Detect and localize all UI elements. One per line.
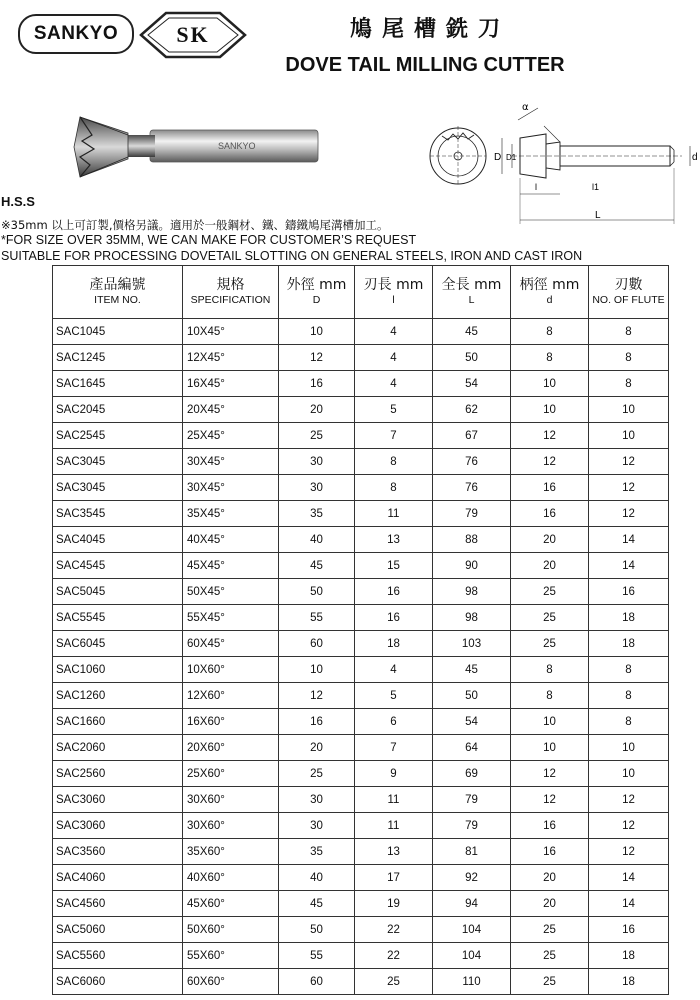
- sk-logo-text: SK: [176, 22, 210, 47]
- cell-item-no: SAC3045: [53, 475, 183, 501]
- table-row: [53, 917, 669, 943]
- cell-cutting-length: 11: [355, 501, 433, 527]
- cell-overall-length: 98: [433, 579, 511, 605]
- cell-cutting-length: 22: [355, 943, 433, 969]
- cell-item-no: SAC6045: [53, 631, 183, 657]
- cell-specification: 60X60°: [183, 969, 279, 995]
- cell-overall-length: 54: [433, 709, 511, 735]
- cell-outer-diameter: 20: [279, 735, 355, 761]
- cell-flutes: 10: [589, 397, 669, 423]
- cell-item-no: SAC4060: [53, 865, 183, 891]
- cell-cutting-length: 7: [355, 423, 433, 449]
- cell-item-no: SAC1245: [53, 345, 183, 371]
- cell-outer-diameter: 45: [279, 553, 355, 579]
- cell-outer-diameter: 60: [279, 631, 355, 657]
- cell-cutting-length: 4: [355, 345, 433, 371]
- cell-specification: 25X60°: [183, 761, 279, 787]
- cell-cutting-length: 16: [355, 605, 433, 631]
- cell-item-no: SAC4045: [53, 527, 183, 553]
- col-header-overall-length: 全長 mm L: [433, 266, 511, 319]
- table-row: [53, 423, 669, 449]
- cell-cutting-length: 7: [355, 735, 433, 761]
- cell-outer-diameter: 10: [279, 657, 355, 683]
- cell-specification: 50X60°: [183, 917, 279, 943]
- cell-flutes: 10: [589, 423, 669, 449]
- spec-table: [52, 265, 669, 995]
- sk-diamond-logo: [138, 10, 248, 60]
- table-row: [53, 709, 669, 735]
- cell-flutes: 12: [589, 449, 669, 475]
- cell-flutes: 10: [589, 735, 669, 761]
- cell-shank-diameter: 10: [511, 709, 589, 735]
- cell-overall-length: 81: [433, 839, 511, 865]
- table-row: [53, 475, 669, 501]
- cell-shank-diameter: 20: [511, 891, 589, 917]
- cell-item-no: SAC1660: [53, 709, 183, 735]
- cell-shank-diameter: 12: [511, 423, 589, 449]
- cell-shank-diameter: 25: [511, 579, 589, 605]
- cell-outer-diameter: 30: [279, 475, 355, 501]
- table-row: [53, 345, 669, 371]
- cell-item-no: SAC5545: [53, 605, 183, 631]
- cell-shank-diameter: 8: [511, 345, 589, 371]
- cell-shank-diameter: 16: [511, 813, 589, 839]
- cell-item-no: SAC2560: [53, 761, 183, 787]
- cell-item-no: SAC3560: [53, 839, 183, 865]
- cell-flutes: 14: [589, 891, 669, 917]
- page-title-en: DOVE TAIL MILLING CUTTER: [285, 54, 565, 76]
- cell-outer-diameter: 40: [279, 865, 355, 891]
- cell-shank-diameter: 20: [511, 865, 589, 891]
- cell-outer-diameter: 50: [279, 917, 355, 943]
- cell-specification: 45X45°: [183, 553, 279, 579]
- cell-overall-length: 76: [433, 449, 511, 475]
- page-title-cn: 鳩尾槽銑刀: [349, 16, 510, 42]
- dim-D1-label: D1: [506, 153, 517, 162]
- cell-item-no: SAC5060: [53, 917, 183, 943]
- cell-specification: 20X45°: [183, 397, 279, 423]
- cell-cutting-length: 6: [355, 709, 433, 735]
- table-row: [53, 579, 669, 605]
- table-row: [53, 865, 669, 891]
- cell-outer-diameter: 55: [279, 605, 355, 631]
- table-row: [53, 397, 669, 423]
- table-row: [53, 605, 669, 631]
- table-row: [53, 683, 669, 709]
- cell-flutes: 12: [589, 839, 669, 865]
- cell-specification: 50X45°: [183, 579, 279, 605]
- cell-item-no: SAC1045: [53, 319, 183, 345]
- cell-flutes: 8: [589, 371, 669, 397]
- cell-shank-diameter: 20: [511, 527, 589, 553]
- cell-item-no: SAC2545: [53, 423, 183, 449]
- cell-cutting-length: 9: [355, 761, 433, 787]
- cell-flutes: 16: [589, 579, 669, 605]
- cell-flutes: 8: [589, 683, 669, 709]
- cell-cutting-length: 16: [355, 579, 433, 605]
- cell-overall-length: 110: [433, 969, 511, 995]
- cell-specification: 55X45°: [183, 605, 279, 631]
- cell-overall-length: 92: [433, 865, 511, 891]
- cell-shank-diameter: 25: [511, 917, 589, 943]
- cell-outer-diameter: 10: [279, 319, 355, 345]
- note-en-custom-size: *FOR SIZE OVER 35MM, WE CAN MAKE FOR CUSTOMER’S REQUEST: [1, 233, 417, 247]
- cell-flutes: 18: [589, 943, 669, 969]
- cell-flutes: 12: [589, 813, 669, 839]
- cell-outer-diameter: 30: [279, 787, 355, 813]
- table-row: [53, 969, 669, 995]
- cell-overall-length: 67: [433, 423, 511, 449]
- table-row: [53, 735, 669, 761]
- cell-cutting-length: 17: [355, 865, 433, 891]
- cell-specification: 30X60°: [183, 813, 279, 839]
- table-row: [53, 761, 669, 787]
- cell-item-no: SAC5045: [53, 579, 183, 605]
- note-cn: ※35mm 以上可訂製,價格另議。適用於一般鋼材、鐵、鑄鐵鳩尾溝槽加工。: [1, 218, 389, 232]
- cell-overall-length: 104: [433, 917, 511, 943]
- cell-item-no: SAC3060: [53, 787, 183, 813]
- cell-specification: 45X60°: [183, 891, 279, 917]
- dim-L-label: L: [595, 210, 601, 221]
- table-row: [53, 527, 669, 553]
- cell-flutes: 12: [589, 501, 669, 527]
- cell-specification: 25X45°: [183, 423, 279, 449]
- cell-specification: 16X45°: [183, 371, 279, 397]
- cell-specification: 55X60°: [183, 943, 279, 969]
- cell-cutting-length: 22: [355, 917, 433, 943]
- cell-shank-diameter: 25: [511, 631, 589, 657]
- cell-shank-diameter: 8: [511, 657, 589, 683]
- cell-outer-diameter: 55: [279, 943, 355, 969]
- cell-specification: 30X45°: [183, 449, 279, 475]
- cell-overall-length: 104: [433, 943, 511, 969]
- cell-outer-diameter: 30: [279, 449, 355, 475]
- cell-flutes: 16: [589, 917, 669, 943]
- dim-D-label: D: [494, 152, 502, 163]
- spec-table-body: [53, 319, 669, 995]
- cell-overall-length: 88: [433, 527, 511, 553]
- cell-flutes: 12: [589, 787, 669, 813]
- cell-flutes: 8: [589, 345, 669, 371]
- cell-shank-diameter: 16: [511, 501, 589, 527]
- cell-item-no: SAC3060: [53, 813, 183, 839]
- cell-cutting-length: 8: [355, 449, 433, 475]
- material-label: H.S.S: [1, 194, 35, 209]
- table-row: [53, 943, 669, 969]
- col-header-shank-diameter: 柄徑 mm d: [511, 266, 589, 319]
- cell-item-no: SAC2060: [53, 735, 183, 761]
- cell-outer-diameter: 16: [279, 371, 355, 397]
- cell-flutes: 18: [589, 605, 669, 631]
- cell-item-no: SAC6060: [53, 969, 183, 995]
- cell-specification: 30X60°: [183, 787, 279, 813]
- sankyo-brand-logo: SANKYO: [18, 14, 134, 54]
- cell-cutting-length: 13: [355, 839, 433, 865]
- cell-shank-diameter: 8: [511, 683, 589, 709]
- cell-shank-diameter: 10: [511, 397, 589, 423]
- cell-shank-diameter: 20: [511, 553, 589, 579]
- col-header-specification: 規格 SPECIFICATION: [183, 266, 279, 319]
- cell-outer-diameter: 16: [279, 709, 355, 735]
- cell-outer-diameter: 45: [279, 891, 355, 917]
- cell-item-no: SAC1260: [53, 683, 183, 709]
- cell-specification: 35X60°: [183, 839, 279, 865]
- cell-specification: 16X60°: [183, 709, 279, 735]
- cell-overall-length: 45: [433, 319, 511, 345]
- cell-shank-diameter: 12: [511, 449, 589, 475]
- cell-specification: 12X45°: [183, 345, 279, 371]
- cell-cutting-length: 11: [355, 813, 433, 839]
- cell-specification: 10X45°: [183, 319, 279, 345]
- table-row: [53, 371, 669, 397]
- cell-flutes: 14: [589, 553, 669, 579]
- table-row: [53, 319, 669, 345]
- col-header-flutes: 刃數 NO. OF FLUTE: [589, 266, 669, 319]
- cell-shank-diameter: 25: [511, 943, 589, 969]
- cell-overall-length: 98: [433, 605, 511, 631]
- cell-specification: 10X60°: [183, 657, 279, 683]
- cell-cutting-length: 13: [355, 527, 433, 553]
- table-row: [53, 631, 669, 657]
- table-row: [53, 839, 669, 865]
- cell-item-no: SAC3545: [53, 501, 183, 527]
- photo-engraving: SANKYO: [218, 141, 256, 151]
- cell-outer-diameter: 60: [279, 969, 355, 995]
- cell-cutting-length: 5: [355, 683, 433, 709]
- cell-flutes: 14: [589, 865, 669, 891]
- dim-d-label: d: [692, 152, 698, 163]
- cell-shank-diameter: 25: [511, 969, 589, 995]
- cell-item-no: SAC4560: [53, 891, 183, 917]
- technical-drawing: [420, 98, 698, 233]
- cell-overall-length: 76: [433, 475, 511, 501]
- note-en-suitable: SUITABLE FOR PROCESSING DOVETAIL SLOTTING ON GENERAL STEELS, IRON AND CAST IRON: [1, 249, 583, 263]
- cell-overall-length: 50: [433, 683, 511, 709]
- cell-specification: 12X60°: [183, 683, 279, 709]
- cell-specification: 60X45°: [183, 631, 279, 657]
- col-header-cutting-length: 刃長 mm l: [355, 266, 433, 319]
- cell-shank-diameter: 12: [511, 761, 589, 787]
- cell-specification: 20X60°: [183, 735, 279, 761]
- col-header-item-no: 產品編號 ITEM NO.: [53, 266, 183, 319]
- cell-outer-diameter: 12: [279, 683, 355, 709]
- table-row: [53, 501, 669, 527]
- table-row: [53, 891, 669, 917]
- cell-item-no: SAC4545: [53, 553, 183, 579]
- cell-cutting-length: 4: [355, 657, 433, 683]
- cell-item-no: SAC2045: [53, 397, 183, 423]
- cell-shank-diameter: 10: [511, 371, 589, 397]
- cell-cutting-length: 19: [355, 891, 433, 917]
- cell-overall-length: 62: [433, 397, 511, 423]
- table-row: [53, 553, 669, 579]
- cell-overall-length: 90: [433, 553, 511, 579]
- cell-specification: 30X45°: [183, 475, 279, 501]
- cell-overall-length: 45: [433, 657, 511, 683]
- cell-item-no: SAC1645: [53, 371, 183, 397]
- dim-l1-label: l1: [592, 182, 600, 192]
- cell-flutes: 8: [589, 319, 669, 345]
- cell-overall-length: 79: [433, 813, 511, 839]
- cell-cutting-length: 8: [355, 475, 433, 501]
- cell-cutting-length: 15: [355, 553, 433, 579]
- cell-flutes: 14: [589, 527, 669, 553]
- cell-item-no: SAC5560: [53, 943, 183, 969]
- cell-outer-diameter: 35: [279, 501, 355, 527]
- cell-outer-diameter: 50: [279, 579, 355, 605]
- cell-outer-diameter: 30: [279, 813, 355, 839]
- cell-shank-diameter: 10: [511, 735, 589, 761]
- cell-flutes: 18: [589, 631, 669, 657]
- table-row: [53, 813, 669, 839]
- cell-specification: 40X60°: [183, 865, 279, 891]
- cell-overall-length: 69: [433, 761, 511, 787]
- cell-overall-length: 54: [433, 371, 511, 397]
- cell-flutes: 12: [589, 475, 669, 501]
- cell-outer-diameter: 20: [279, 397, 355, 423]
- cell-shank-diameter: 8: [511, 319, 589, 345]
- cell-flutes: 8: [589, 709, 669, 735]
- cell-outer-diameter: 12: [279, 345, 355, 371]
- cell-overall-length: 79: [433, 787, 511, 813]
- cell-shank-diameter: 25: [511, 605, 589, 631]
- cell-outer-diameter: 40: [279, 527, 355, 553]
- cell-specification: 40X45°: [183, 527, 279, 553]
- cell-overall-length: 94: [433, 891, 511, 917]
- table-row: [53, 657, 669, 683]
- dim-alpha-label: α: [522, 102, 529, 113]
- cell-flutes: 18: [589, 969, 669, 995]
- cell-overall-length: 64: [433, 735, 511, 761]
- cell-outer-diameter: 25: [279, 423, 355, 449]
- cell-overall-length: 103: [433, 631, 511, 657]
- cell-cutting-length: 25: [355, 969, 433, 995]
- cell-cutting-length: 11: [355, 787, 433, 813]
- table-row: [53, 449, 669, 475]
- cell-outer-diameter: 25: [279, 761, 355, 787]
- cell-overall-length: 79: [433, 501, 511, 527]
- cell-shank-diameter: 16: [511, 475, 589, 501]
- table-header-row: [53, 266, 669, 319]
- cell-overall-length: 50: [433, 345, 511, 371]
- cell-cutting-length: 18: [355, 631, 433, 657]
- cell-flutes: 8: [589, 657, 669, 683]
- cell-shank-diameter: 16: [511, 839, 589, 865]
- product-photo: [70, 105, 320, 190]
- cell-outer-diameter: 35: [279, 839, 355, 865]
- cell-item-no: SAC1060: [53, 657, 183, 683]
- cell-specification: 35X45°: [183, 501, 279, 527]
- dim-l-label: l: [535, 182, 537, 192]
- table-row: [53, 787, 669, 813]
- cell-flutes: 10: [589, 761, 669, 787]
- cell-item-no: SAC3045: [53, 449, 183, 475]
- cell-shank-diameter: 12: [511, 787, 589, 813]
- cell-cutting-length: 5: [355, 397, 433, 423]
- col-header-outer-diameter: 外徑 mm D: [279, 266, 355, 319]
- cell-cutting-length: 4: [355, 371, 433, 397]
- cell-cutting-length: 4: [355, 319, 433, 345]
